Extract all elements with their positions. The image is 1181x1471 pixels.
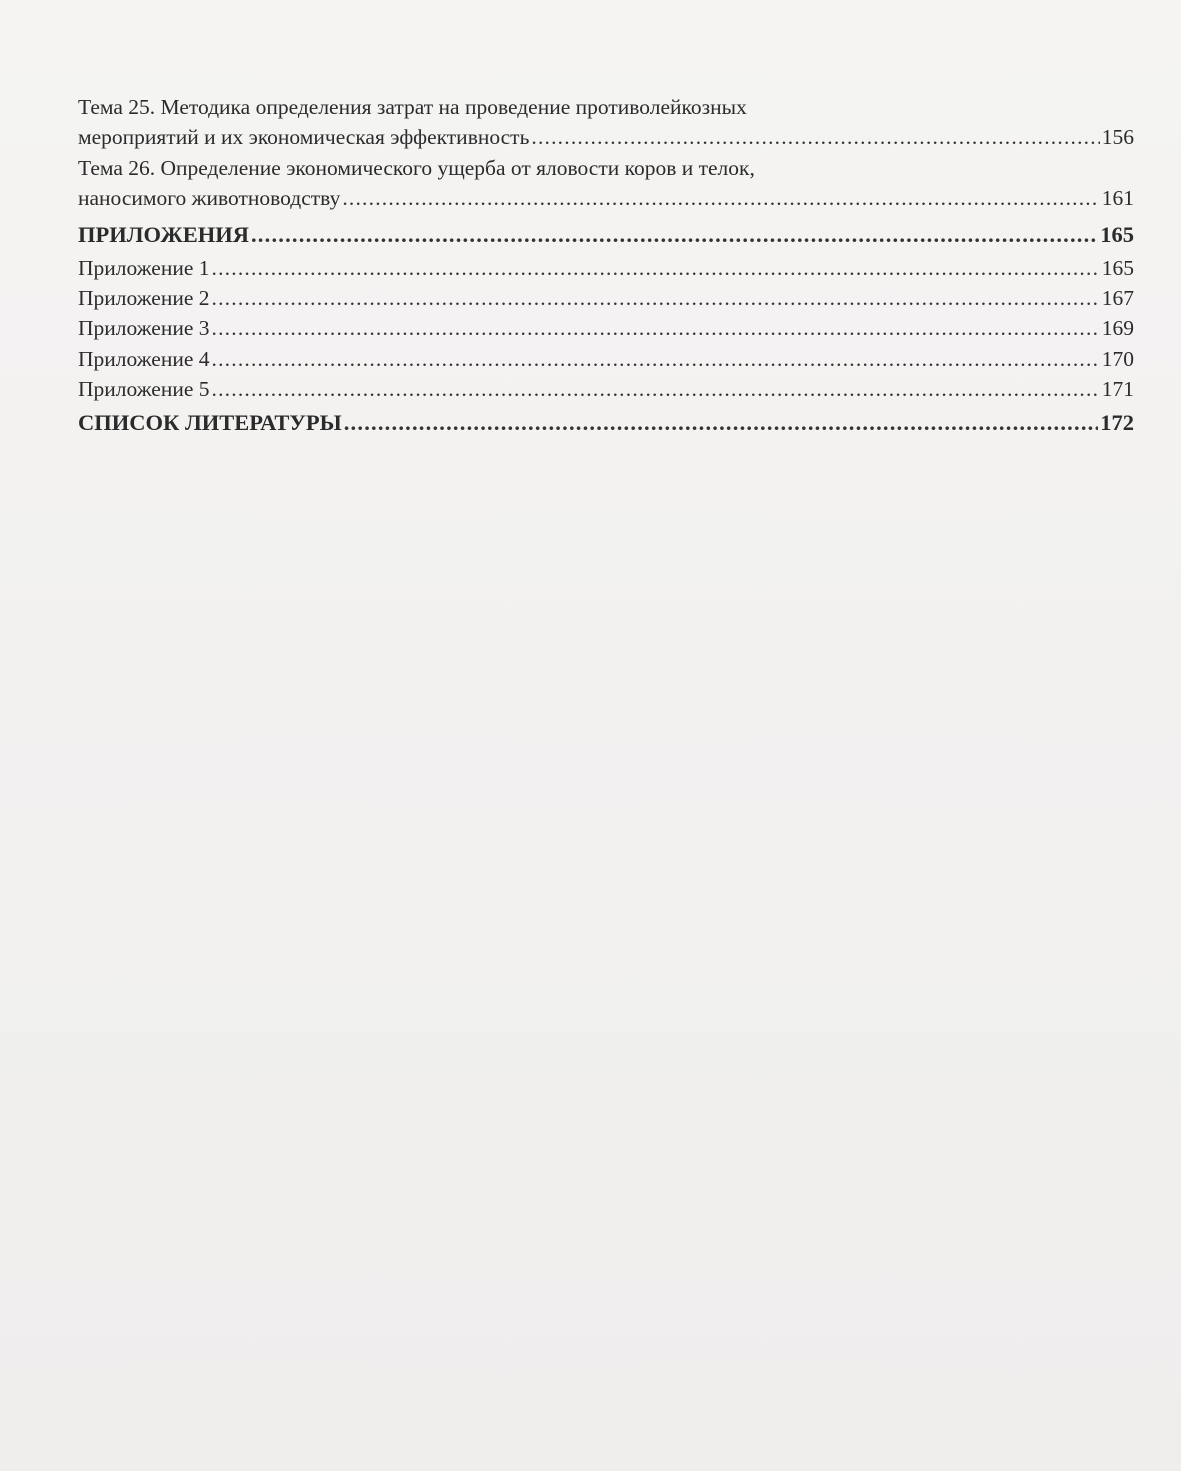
dot-leader xyxy=(212,344,1100,374)
toc-entry-line xyxy=(78,374,1134,404)
appendix-label: Приложение 4 xyxy=(78,346,210,371)
section-title: ПРИЛОЖЕНИЯ xyxy=(78,221,249,247)
appendix-label: Приложение 5 xyxy=(78,377,210,402)
toc-section-appendices[interactable] xyxy=(78,217,1134,253)
toc-entry-title-line-1: Тема 25. Методика определения затрат на проведение противолейкозных xyxy=(78,95,747,119)
page-number: 165 xyxy=(1100,221,1134,247)
toc-entry-title-continuation: наносимого животноводству xyxy=(78,186,341,211)
toc-section-line xyxy=(78,405,1134,441)
toc-entry-topic-26[interactable] xyxy=(78,153,1134,214)
toc-entry-title-line-2 xyxy=(78,122,1134,152)
toc-entry-appendix-1[interactable] xyxy=(78,253,1134,283)
page-number: 165 xyxy=(1101,255,1134,280)
toc-entry-line xyxy=(78,283,1134,313)
toc-entry-topic-25[interactable] xyxy=(78,92,1134,153)
toc-section-references[interactable] xyxy=(78,405,1134,441)
dot-leader xyxy=(212,283,1100,313)
dot-leader xyxy=(212,253,1100,283)
appendix-label: Приложение 1 xyxy=(78,255,210,280)
page-number: 161 xyxy=(1101,186,1134,211)
appendix-label: Приложение 2 xyxy=(78,285,210,310)
toc-entry-appendix-3[interactable] xyxy=(78,313,1134,343)
dot-leader xyxy=(531,122,1099,152)
dot-leader xyxy=(344,405,1099,441)
toc-entry-title-continuation: мероприятий и их экономическая эффективность xyxy=(78,125,530,150)
appendix-label: Приложение 3 xyxy=(78,316,210,341)
page-number: 169 xyxy=(1101,316,1134,341)
toc-entry-appendix-4[interactable] xyxy=(78,344,1134,374)
toc-entry-title-line-1: Тема 26. Определение экономического ущерба от яловости коров и телок, xyxy=(78,155,755,180)
toc-entry-line xyxy=(78,253,1134,283)
page-number: 172 xyxy=(1100,409,1134,435)
page-number: 171 xyxy=(1101,377,1134,402)
table-of-contents xyxy=(78,92,1134,441)
dot-leader xyxy=(212,313,1100,343)
toc-entry-appendix-2[interactable] xyxy=(78,283,1134,313)
page-number: 170 xyxy=(1101,346,1134,371)
toc-entry-title-line-2 xyxy=(78,183,1134,213)
toc-section-line xyxy=(78,217,1134,253)
toc-entry-appendix-5[interactable] xyxy=(78,374,1134,404)
dot-leader xyxy=(342,183,1099,213)
section-title: СПИСОК ЛИТЕРАТУРЫ xyxy=(78,409,342,435)
toc-entry-line xyxy=(78,344,1134,374)
dot-leader xyxy=(251,217,1098,253)
toc-entry-line xyxy=(78,313,1134,343)
dot-leader xyxy=(212,374,1100,404)
page-number: 156 xyxy=(1101,125,1134,150)
page-number: 167 xyxy=(1101,285,1134,310)
